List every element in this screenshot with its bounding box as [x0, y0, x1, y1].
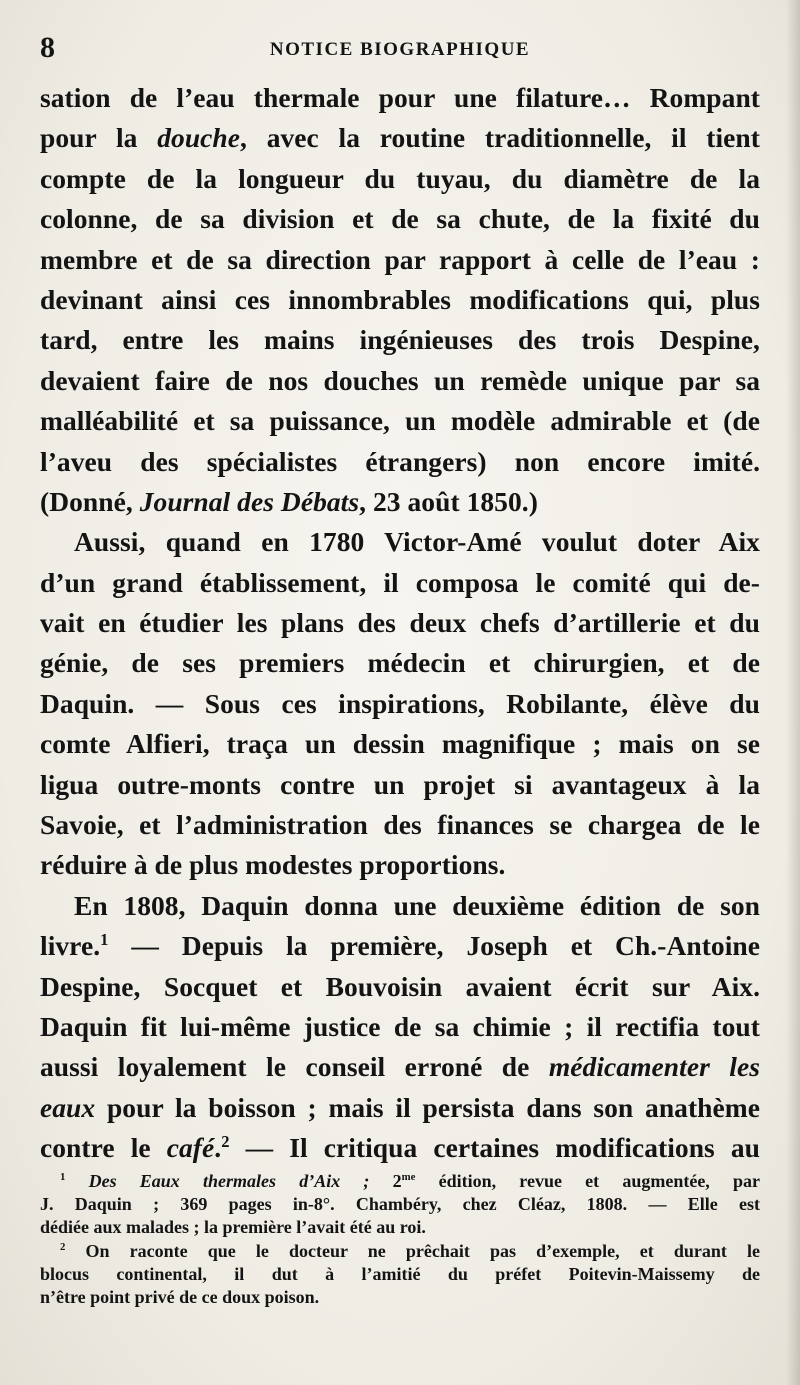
- text-line: En 1808, Daquin donna une deuxième édition de son: [74, 889, 760, 921]
- page-header: [40, 30, 760, 66]
- footnote-line: blocus continental, il dut à l’amitié du préfet Poitevin-Maissemy de: [40, 1263, 760, 1284]
- text-line: devinant ainsi ces innombrables modifications qui, plus: [40, 283, 760, 315]
- text-line: génie, de ses premiers médecin et chirurgien, et de: [40, 647, 760, 679]
- footnote-ref: 1: [100, 930, 109, 950]
- text-line: malléabilité et sa puissance, un modèle admirable et (de: [40, 405, 760, 437]
- page-gutter-shadow: [786, 0, 800, 1385]
- text-line: vait en étudier les plans des deux chefs d’artillerie et du: [40, 607, 760, 639]
- footnote-line: $^1$ Des Eaux thermales d’Aix ; $2^{me}$ édition, revue et augmentée, par: [60, 1171, 761, 1191]
- text-line: contre le café.$^2$ — Il critiqua certaines modifications au: [40, 1132, 760, 1164]
- text-line: pour la douche, avec la routine traditionnelle, il tient: [40, 122, 760, 154]
- text-line: Aussi, quand en 1780 Victor-Amé voulut doter Aix: [74, 526, 760, 558]
- page-number: 8: [40, 31, 55, 64]
- text-line: compte de la longueur du tuyau, du diamètre de la: [40, 162, 760, 194]
- text-line: réduire à de plus modestes proportions.: [40, 849, 506, 881]
- text-line: membre et de sa direction par rapport à celle de l’eau :: [40, 243, 760, 275]
- journal-title: Journal des Débats: [139, 485, 360, 517]
- text-line: colonne, de sa division et de sa chute, de la fixité du: [40, 203, 760, 235]
- text-line: devaient faire de nos douches un remède unique par sa: [40, 364, 760, 396]
- italic-term: eaux: [40, 1091, 96, 1123]
- text-line: tard, entre les mains ingénieuses des trois Despine,: [40, 324, 760, 356]
- text-line: ligua outre-monts contre un projet si avantageux à la: [40, 768, 760, 800]
- footnote-line: $^2$ On raconte que le docteur ne prêchait pas d’exemple, et durant le: [60, 1240, 760, 1261]
- running-head: NOTICE BIOGRAPHIQUE: [269, 39, 531, 60]
- footnote-line: dédiée aux malades ; la première l’avait été au roi.: [40, 1217, 426, 1238]
- text-line: Daquin fit lui-même justice de sa chimie ; il rectifia tout: [40, 1010, 760, 1042]
- body-text: [40, 78, 760, 1169]
- italic-term: médicamenter les: [548, 1051, 760, 1083]
- text-line: aussi loyalement le conseil erroné de médicamenter les: [40, 1051, 760, 1083]
- text-line: Daquin. — Sous ces inspirations, Robilante, élève du: [40, 687, 760, 719]
- italic-term: café: [166, 1132, 215, 1164]
- text-line: comte Alfieri, traça un dessin magnifique ; mais on se: [40, 728, 760, 760]
- italic-term: douche: [157, 122, 241, 154]
- text-line: sation de l’eau thermale pour une filature… Rompant: [40, 82, 760, 113]
- footnote-line: n’être point privé de ce doux poison.: [40, 1286, 320, 1307]
- footnotes: [40, 1170, 760, 1309]
- text-line: l’aveu des spécialistes étrangers) non encore imité.: [40, 445, 760, 477]
- text-line: Savoie, et l’administration des finances se chargea de le: [40, 809, 760, 841]
- text-line: livre.$^1$ — Depuis la première, Joseph et Ch.-Antoine: [40, 930, 760, 962]
- citation-line: (Donné, Journal des Débats, 23 août 1850.): [40, 485, 538, 517]
- book-title: Des Eaux thermales d’Aix ;: [65, 1171, 370, 1191]
- text-line: Despine, Socquet et Bouvoisin avaient écrit sur Aix.: [40, 970, 760, 1002]
- footnote-line: J. Daquin ; 369 pages in-8°. Chambéry, chez Cléaz, 1808. — Elle est: [40, 1194, 760, 1215]
- text-line: eaux pour la boisson ; mais il persista dans son anathème: [40, 1091, 760, 1123]
- text-line: d’un grand établissement, il composa le comité qui de-: [40, 566, 760, 598]
- footnote-ref: 2: [221, 1132, 230, 1151]
